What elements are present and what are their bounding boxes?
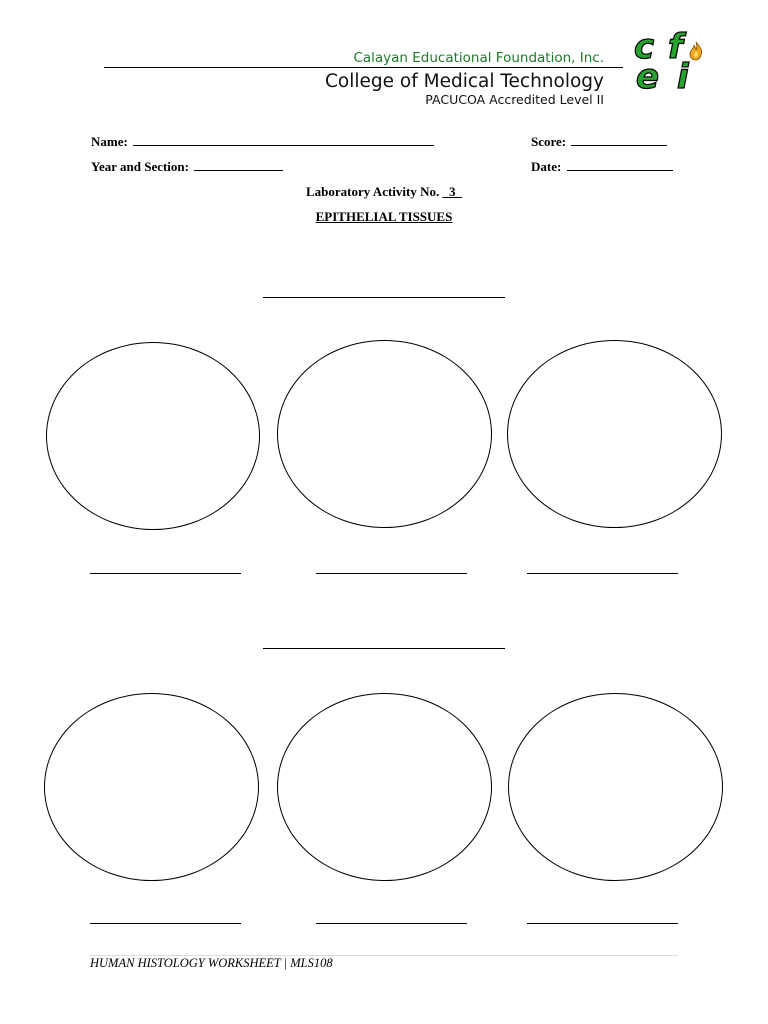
name-field [91,134,434,150]
logo-letter-i: i [677,57,689,97]
institution-logo [632,27,710,97]
logo-letter-f: f [668,27,683,67]
logo-letter-c: c [634,27,655,67]
activity-title-line [0,209,768,225]
score-label: Score: [531,134,567,149]
accreditation-text: PACUCOA Accredited Level II [425,92,604,107]
year-section-label: Year and Section: [91,159,189,174]
header-rule [104,67,623,68]
label-blank-5[interactable] [316,923,467,924]
activity-label: Laboratory Activity No. [306,184,440,199]
year-section-blank[interactable] [194,159,283,171]
drawing-circle-1[interactable] [46,342,260,530]
drawing-circle-6[interactable] [508,693,723,881]
score-blank[interactable] [571,134,667,146]
drawing-circle-2[interactable] [277,340,492,528]
logo-letter-e: e [636,57,660,97]
label-blank-4[interactable] [90,923,241,924]
label-blank-6[interactable] [527,923,678,924]
label-blank-1[interactable] [90,573,241,574]
drawing-circle-3[interactable] [507,340,722,528]
section-1-title-blank[interactable] [263,297,505,298]
section-2-title-blank[interactable] [263,648,505,649]
name-blank[interactable] [133,134,434,146]
score-field [531,134,667,150]
drawing-circle-5[interactable] [277,693,492,881]
foundation-name: Calayan Educational Foundation, Inc. [353,50,604,66]
activity-title: EPITHELIAL TISSUES [315,209,453,224]
date-blank[interactable] [567,159,673,171]
footer-text: HUMAN HISTOLOGY WORKSHEET | MLS108 [90,956,333,970]
flame-icon [686,40,706,64]
activity-number-line [0,184,768,200]
date-label: Date: [531,159,562,174]
date-field [531,159,673,175]
label-blank-2[interactable] [316,573,467,574]
drawing-circle-4[interactable] [44,693,259,881]
label-blank-3[interactable] [527,573,678,574]
college-name: College of Medical Technology [325,71,604,92]
year-section-field [91,159,283,175]
activity-number: _3_ [442,184,462,199]
name-label: Name: [91,134,128,149]
